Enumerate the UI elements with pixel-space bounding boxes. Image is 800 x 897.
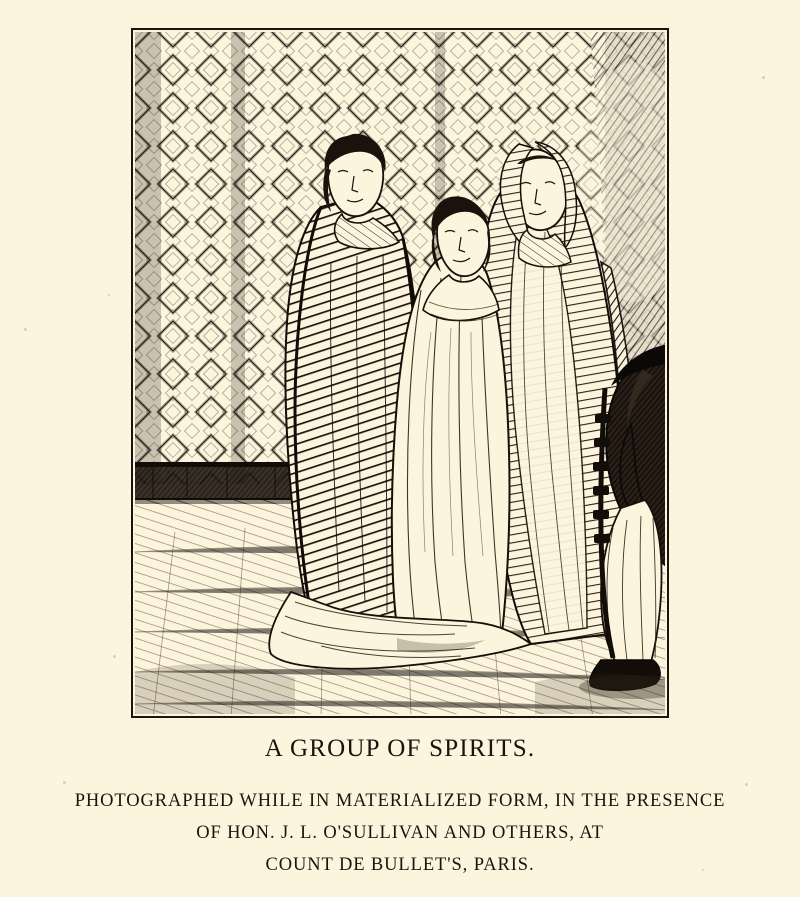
caption-line-1: PHOTOGRAPHED WHILE IN MATERIALIZED FORM, IN THE PRESENCE [74,791,726,811]
caption-line-2: OF HON. J. L. O'SULLIVAN AND OTHERS, AT [196,823,604,843]
paper-speckle [108,294,110,296]
paper-speckle [762,76,765,79]
illustration-plate [131,28,669,718]
plate-frame [131,28,669,718]
paper-speckle [24,328,27,331]
paper-speckle [113,655,116,658]
caption-title: A GROUP OF SPIRITS. [264,735,536,762]
engraving-svg [135,32,665,714]
caption-line-3: COUNT DE BULLET'S, PARIS. [265,855,535,875]
engraving-image [135,32,665,714]
caption-block [0,735,800,881]
